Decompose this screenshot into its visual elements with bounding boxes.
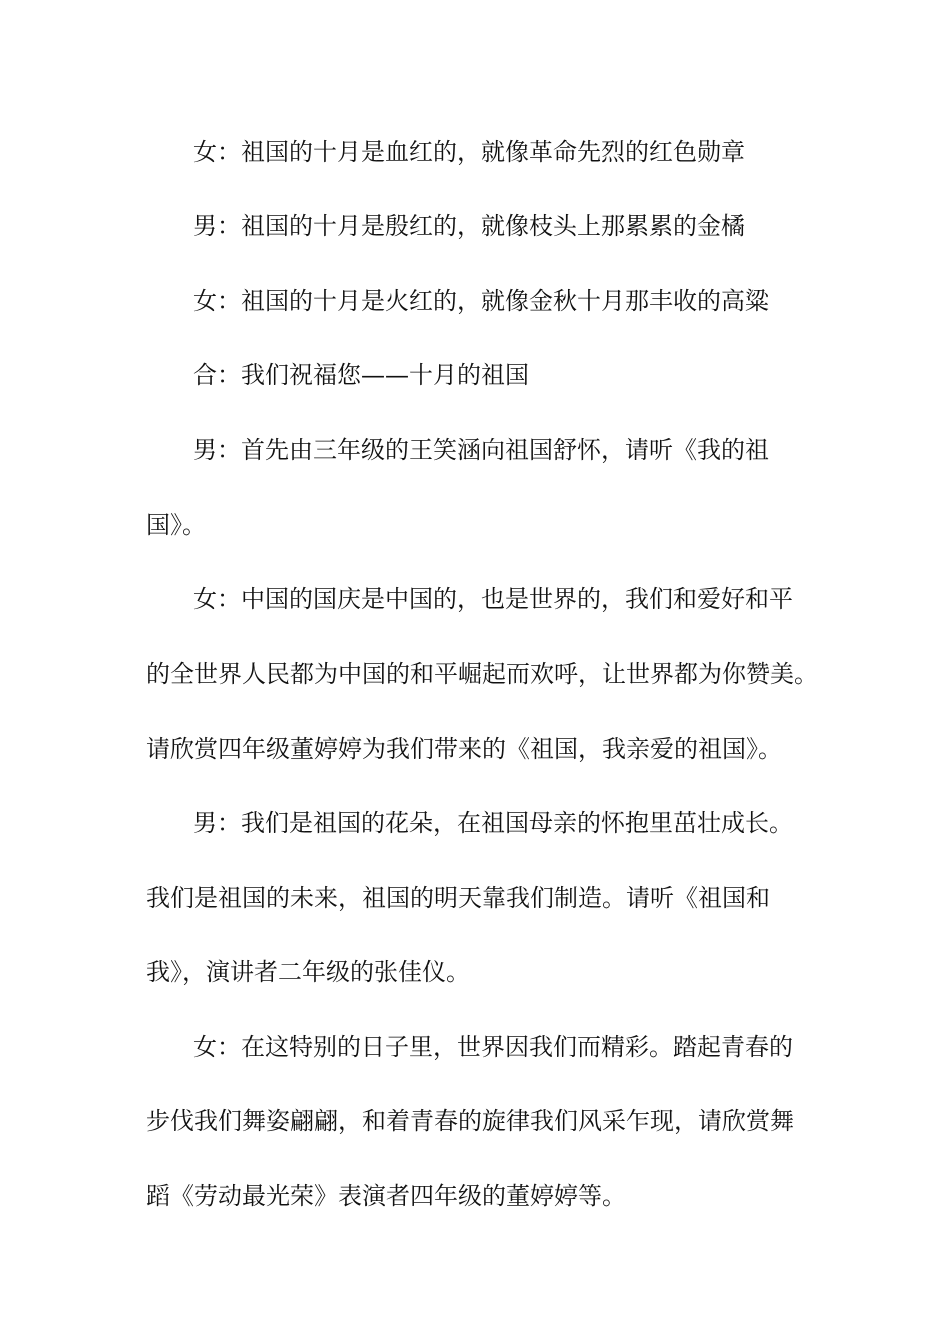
paragraph-4-line-2: 步伐我们舞姿翩翩，和着青春的旋律我们风采乍现，请欣赏舞 — [146, 1107, 794, 1135]
paragraph-1-line-1: 男：首先由三年级的王笑涵向祖国舒怀，请听《我的祖 — [193, 436, 769, 464]
paragraph-3-line-1: 男：我们是祖国的花朵，在祖国母亲的怀抱里茁壮成长。 — [193, 809, 793, 837]
dialogue-line-2: 男：祖国的十月是殷红的，就像枝头上那累累的金橘 — [193, 212, 745, 240]
paragraph-2-line-3: 请欣赏四年级董婷婷为我们带来的《祖国，我亲爱的祖国》。 — [146, 735, 782, 763]
paragraph-4-line-1: 女：在这特别的日子里，世界因我们而精彩。踏起青春的 — [193, 1033, 793, 1061]
paragraph-2-line-2: 的全世界人民都为中国的和平崛起而欢呼，让世界都为你赞美。 — [146, 660, 818, 688]
paragraph-4-line-3: 蹈《劳动最光荣》表演者四年级的董婷婷等。 — [146, 1182, 626, 1210]
paragraph-1-line-2: 国》。 — [146, 511, 206, 539]
paragraph-3-line-2: 我们是祖国的未来，祖国的明天靠我们制造。请听《祖国和 — [146, 884, 770, 912]
paragraph-2-line-1: 女：中国的国庆是中国的，也是世界的，我们和爱好和平 — [193, 585, 793, 613]
dialogue-line-3: 女：祖国的十月是火红的，就像金秋十月那丰收的高粱 — [193, 287, 769, 315]
dialogue-line-4: 合：我们祝福您——十月的祖国 — [193, 361, 529, 389]
dialogue-line-1: 女：祖国的十月是血红的，就像革命先烈的红色勋章 — [193, 138, 745, 166]
paragraph-3-line-3: 我》，演讲者二年级的张佳仪。 — [146, 958, 470, 986]
